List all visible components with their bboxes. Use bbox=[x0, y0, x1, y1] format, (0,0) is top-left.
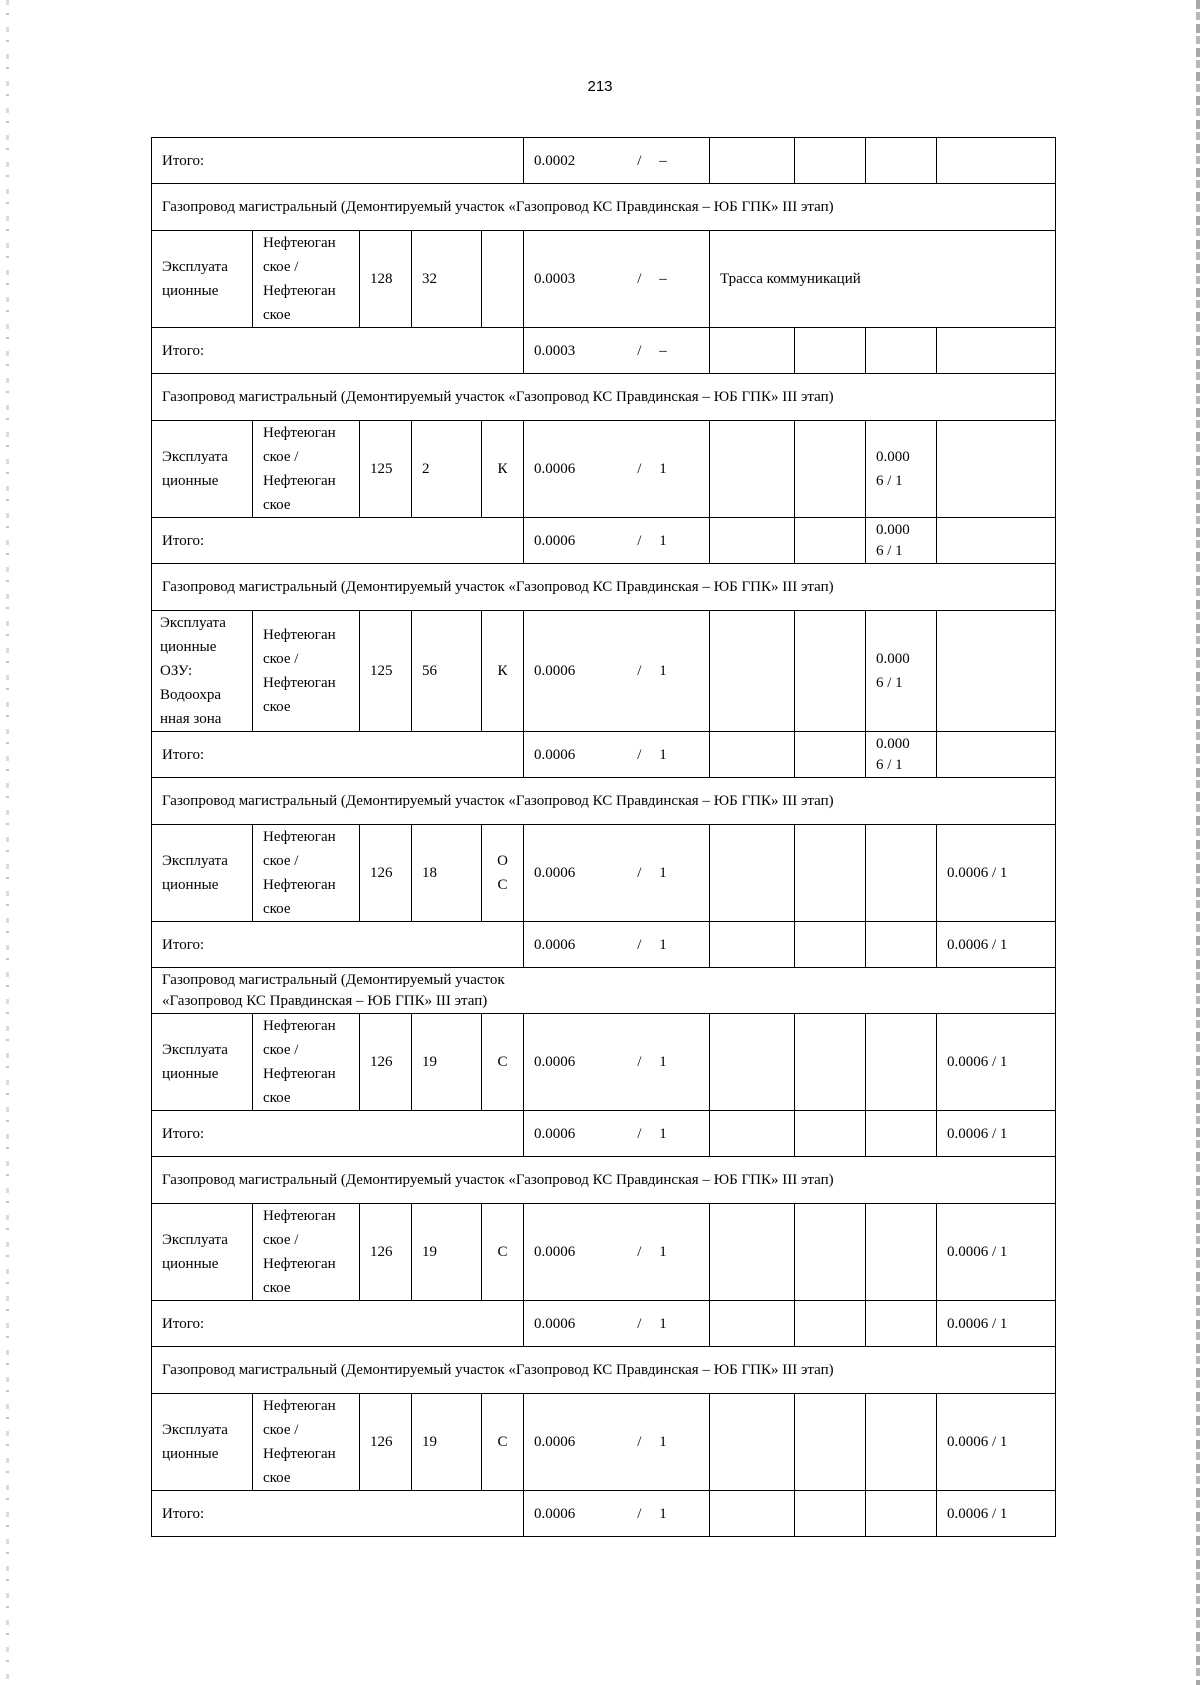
total-row bbox=[152, 732, 1056, 778]
section-header-row bbox=[152, 184, 1056, 231]
plot-cell: 19 bbox=[412, 1204, 482, 1301]
note-cell: Трасса коммуникаций bbox=[710, 231, 1056, 328]
empty-cell bbox=[795, 922, 866, 968]
area-cell bbox=[524, 138, 710, 184]
empty-cell bbox=[710, 518, 795, 564]
area-cell: 0.0003 / – bbox=[524, 328, 710, 374]
empty-cell bbox=[710, 825, 795, 922]
quarter-cell: 126 bbox=[360, 1014, 412, 1111]
total-label: Итого: bbox=[152, 922, 524, 968]
land-plots-table bbox=[151, 137, 1056, 1537]
page-number: 213 bbox=[587, 78, 613, 95]
area-after: – bbox=[659, 152, 667, 169]
table-row bbox=[152, 611, 1056, 732]
area-cell: 0.0006 / 1 bbox=[524, 1301, 710, 1347]
area-cell: 0.0006 / 1 bbox=[524, 922, 710, 968]
section-title: Газопровод магистральный (Демонтируемый участок «Газопровод КС Правдинская – ЮБ ГПК» III этап) bbox=[152, 968, 1056, 1014]
value-cell: 0.0006 / 1 bbox=[937, 922, 1056, 968]
municipality-cell: Нефтеюган ское / Нефтеюган ское bbox=[253, 231, 360, 328]
section-title: Газопровод магистральный (Демонтируемый участок «Газопровод КС Правдинская – ЮБ ГПК» III этап) bbox=[152, 1157, 1056, 1204]
total-label: Итого: bbox=[152, 518, 524, 564]
area-value: 0.0002 bbox=[534, 152, 576, 169]
quarter-cell: 126 bbox=[360, 1394, 412, 1491]
total-row bbox=[152, 138, 1056, 184]
total-row bbox=[152, 328, 1056, 374]
empty-cell bbox=[866, 1111, 937, 1157]
area-cell: 0.0006 / 1 bbox=[524, 611, 710, 732]
value-cell: 0.0006 / 1 bbox=[937, 1301, 1056, 1347]
code-cell: С bbox=[482, 1014, 524, 1111]
municipality-cell: Нефтеюган ское / Нефтеюган ское bbox=[253, 1394, 360, 1491]
empty-cell bbox=[710, 328, 795, 374]
code-cell bbox=[482, 231, 524, 328]
section-title: Газопровод магистральный (Демонтируемый участок «Газопровод КС Правдинская – ЮБ ГПК» III этап) bbox=[152, 374, 1056, 421]
plot-cell: 56 bbox=[412, 611, 482, 732]
total-row bbox=[152, 1301, 1056, 1347]
empty-cell bbox=[937, 328, 1056, 374]
empty-cell bbox=[795, 1394, 866, 1491]
empty-cell bbox=[866, 1204, 937, 1301]
code-cell: С bbox=[482, 1204, 524, 1301]
empty-cell bbox=[795, 1204, 866, 1301]
section-header-row bbox=[152, 564, 1056, 611]
total-label: Итого: bbox=[152, 1301, 524, 1347]
value-cell: 0.0006 / 1 bbox=[937, 1491, 1056, 1537]
quarter-cell: 125 bbox=[360, 611, 412, 732]
scan-edge-right bbox=[1196, 0, 1200, 1685]
code-cell: О С bbox=[482, 825, 524, 922]
empty-cell bbox=[795, 611, 866, 732]
total-label: Итого: bbox=[152, 732, 524, 778]
total-label: Итого: bbox=[152, 1111, 524, 1157]
empty-cell bbox=[866, 328, 937, 374]
area-cell: 0.0006 / 1 bbox=[524, 825, 710, 922]
municipality-cell: Нефтеюган ское / Нефтеюган ское bbox=[253, 1204, 360, 1301]
area-separator: / bbox=[637, 152, 642, 169]
section-title: Газопровод магистральный (Демонтируемый участок «Газопровод КС Правдинская – ЮБ ГПК» III этап) bbox=[152, 1347, 1056, 1394]
value-cell: 0.0006 / 1 bbox=[937, 1111, 1056, 1157]
plot-cell: 2 bbox=[412, 421, 482, 518]
value-cell: 0.0006 / 1 bbox=[937, 825, 1056, 922]
section-title: Газопровод магистральный (Демонтируемый участок «Газопровод КС Правдинская – ЮБ ГПК» III этап) bbox=[152, 564, 1056, 611]
empty-cell bbox=[710, 1301, 795, 1347]
empty-cell bbox=[866, 1014, 937, 1111]
table-row bbox=[152, 1394, 1056, 1491]
empty-cell bbox=[937, 518, 1056, 564]
empty-cell bbox=[710, 421, 795, 518]
area-cell: 0.0006 / 1 bbox=[524, 1204, 710, 1301]
code-cell: К bbox=[482, 421, 524, 518]
empty-cell bbox=[795, 138, 866, 184]
table-row bbox=[152, 421, 1056, 518]
area-cell: 0.0006 / 1 bbox=[524, 1491, 710, 1537]
area-cell: 0.0006 / 1 bbox=[524, 1394, 710, 1491]
area-cell: 0.0006 / 1 bbox=[524, 732, 710, 778]
section-header-row bbox=[152, 968, 1056, 1014]
value-cell: 0.0006 / 1 bbox=[937, 1394, 1056, 1491]
section-header-row bbox=[152, 778, 1056, 825]
empty-cell bbox=[866, 1301, 937, 1347]
section-header-row bbox=[152, 374, 1056, 421]
quarter-cell: 125 bbox=[360, 421, 412, 518]
empty-cell bbox=[795, 1301, 866, 1347]
municipality-cell: Нефтеюган ское / Нефтеюган ское bbox=[253, 611, 360, 732]
area-cell: 0.0003 / – bbox=[524, 231, 710, 328]
total-label: Итого: bbox=[152, 138, 524, 184]
empty-cell bbox=[795, 1014, 866, 1111]
total-label: Итого: bbox=[152, 1491, 524, 1537]
table-row bbox=[152, 1014, 1056, 1111]
value-cell: 0.0006 / 1 bbox=[937, 1204, 1056, 1301]
empty-cell bbox=[710, 732, 795, 778]
municipality-cell: Нефтеюган ское / Нефтеюган ское bbox=[253, 1014, 360, 1111]
code-cell: К bbox=[482, 611, 524, 732]
table-row bbox=[152, 1204, 1056, 1301]
total-row bbox=[152, 1491, 1056, 1537]
empty-cell bbox=[937, 732, 1056, 778]
empty-cell bbox=[710, 1204, 795, 1301]
empty-cell bbox=[937, 611, 1056, 732]
empty-cell bbox=[795, 1111, 866, 1157]
table-row bbox=[152, 825, 1056, 922]
value-cell: 0.000 6 / 1 bbox=[866, 518, 937, 564]
value-cell: 0.000 6 / 1 bbox=[866, 611, 937, 732]
total-row bbox=[152, 518, 1056, 564]
category-cell: Эксплуата ционные bbox=[152, 231, 253, 328]
section-title: Газопровод магистральный (Демонтируемый участок «Газопровод КС Правдинская – ЮБ ГПК» III этап) bbox=[152, 184, 1056, 231]
plot-cell: 19 bbox=[412, 1394, 482, 1491]
total-label: Итого: bbox=[152, 328, 524, 374]
empty-cell bbox=[795, 825, 866, 922]
table-row bbox=[152, 231, 1056, 328]
empty-cell bbox=[866, 138, 937, 184]
code-cell: С bbox=[482, 1394, 524, 1491]
section-header-row bbox=[152, 1347, 1056, 1394]
category-cell: Эксплуата ционные bbox=[152, 1204, 253, 1301]
empty-cell bbox=[866, 1394, 937, 1491]
empty-cell bbox=[795, 518, 866, 564]
empty-cell bbox=[795, 732, 866, 778]
section-title: Газопровод магистральный (Демонтируемый участок «Газопровод КС Правдинская – ЮБ ГПК» III этап) bbox=[152, 778, 1056, 825]
category-cell: Эксплуата ционные ОЗУ: Водоохра нная зона bbox=[152, 611, 253, 732]
total-row bbox=[152, 1111, 1056, 1157]
quarter-cell: 126 bbox=[360, 1204, 412, 1301]
empty-cell bbox=[937, 421, 1056, 518]
area-cell: 0.0006 / 1 bbox=[524, 518, 710, 564]
empty-cell bbox=[710, 922, 795, 968]
empty-cell bbox=[866, 922, 937, 968]
plot-cell: 19 bbox=[412, 1014, 482, 1111]
empty-cell bbox=[866, 1491, 937, 1537]
area-cell: 0.0006 / 1 bbox=[524, 1111, 710, 1157]
municipality-cell: Нефтеюган ское / Нефтеюган ское bbox=[253, 825, 360, 922]
empty-cell bbox=[710, 138, 795, 184]
total-row bbox=[152, 922, 1056, 968]
quarter-cell: 128 bbox=[360, 231, 412, 328]
empty-cell bbox=[795, 421, 866, 518]
section-header-row bbox=[152, 1157, 1056, 1204]
category-cell: Эксплуата ционные bbox=[152, 1394, 253, 1491]
empty-cell bbox=[710, 1111, 795, 1157]
value-cell: 0.000 6 / 1 bbox=[866, 421, 937, 518]
category-cell: Эксплуата ционные bbox=[152, 421, 253, 518]
plot-cell: 32 bbox=[412, 231, 482, 328]
empty-cell bbox=[795, 328, 866, 374]
quarter-cell: 126 bbox=[360, 825, 412, 922]
empty-cell bbox=[710, 1394, 795, 1491]
empty-cell bbox=[710, 611, 795, 732]
value-cell: 0.000 6 / 1 bbox=[866, 732, 937, 778]
empty-cell bbox=[866, 825, 937, 922]
empty-cell bbox=[795, 1491, 866, 1537]
area-cell: 0.0006 / 1 bbox=[524, 1014, 710, 1111]
empty-cell bbox=[710, 1014, 795, 1111]
empty-cell bbox=[710, 1491, 795, 1537]
empty-cell bbox=[937, 138, 1056, 184]
plot-cell: 18 bbox=[412, 825, 482, 922]
category-cell: Эксплуата ционные bbox=[152, 825, 253, 922]
value-cell: 0.0006 / 1 bbox=[937, 1014, 1056, 1111]
municipality-cell: Нефтеюган ское / Нефтеюган ское bbox=[253, 421, 360, 518]
category-cell: Эксплуата ционные bbox=[152, 1014, 253, 1111]
scan-edge-left bbox=[6, 0, 9, 1685]
area-cell: 0.0006 / 1 bbox=[524, 421, 710, 518]
